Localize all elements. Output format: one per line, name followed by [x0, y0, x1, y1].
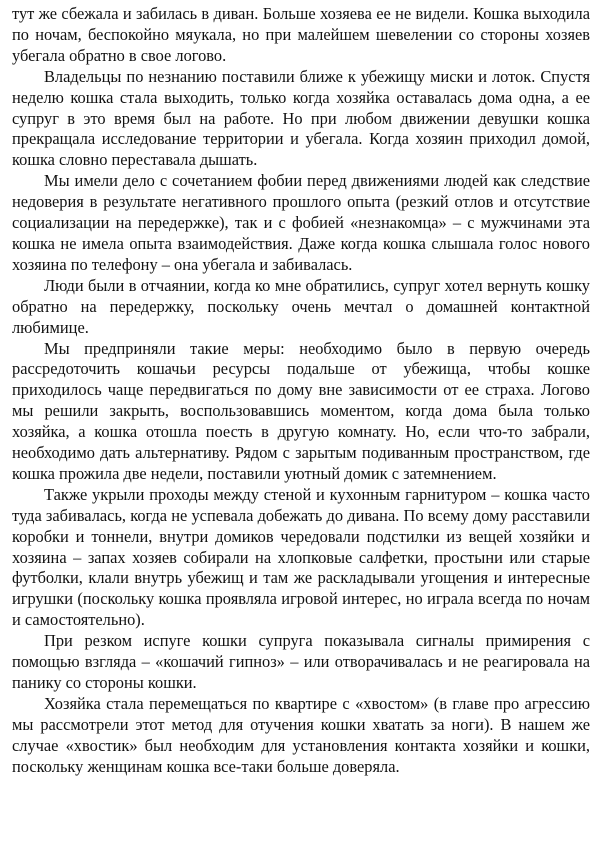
paragraph-7: При резком испуге кошки супруга показывала сигналы примирения с помощью взгляда – «кошачий гипноз» – или отворачивалась и не реагировала на панику со стороны кошки. [12, 631, 590, 692]
paragraph-8: Хозяйка стала перемещаться по квартире с «хвостом» (в главе про агрессию мы рассмотрели этот метод для отучения кошки хватать за ноги). В нашем же случае «хвостик» был необходим для установления контакта хозяйки и кошки, поскольку женщинам кошка все-таки больше доверяла. [12, 693, 590, 776]
paragraph-5: Мы предприняли такие меры: необходимо было в первую очередь рассредоточить кошачьи ресурсы подальше от убежища, чтобы кошке приходилось чаще передвигаться по дому вне зависимости от ее страха. Логово мы решили закрыть, воспользовавшись моментом, когда дома была только хозяйка, а кошка отошла поесть в другую комнату. Но, если что-то забрали, необходимо дать альтернативу. Рядом с зарытым подиванным пространством, где кошка прожила две недели, поставили уютный домик с затемнением. [12, 338, 590, 483]
paragraph-3: Мы имели дело с сочетанием фобии перед движениями людей как следствие недоверия в результате негативного прошлого опыта (резкий отлов и отсутствие социализации на передержке), так и с фобией «незнакомца» – с мужчинами эта кошка не имела опыта взаимодействия. Даже когда кошка слышала голос нового хозяина по телефону – она убегала и забивалась. [12, 171, 590, 274]
document-page [12, 4, 590, 778]
paragraph-1: тут же сбежала и забилась в диван. Больше хозяева ее не видели. Кошка выходила по ночам, беспокойно мяукала, но при малейшем шевелении со стороны хозяев убегала обратно в свое логово. [12, 4, 590, 65]
paragraph-4: Люди были в отчаянии, когда ко мне обратились, супруг хотел вернуть кошку обратно на передержку, поскольку очень мечтал о домашней контактной любимице. [12, 275, 590, 337]
paragraph-6: Также укрыли проходы между стеной и кухонным гарнитуром – кошка часто туда забивалась, когда не успевала добежать до дивана. По всему дому расставили коробки и тоннели, внутри домиков чередовали подстилки из вещей хозяйки и хозяина – запах хозяев собирали на хлопковые салфетки, простыни или старые футболки, клали внутрь убежищ и там же раскладывали угощения и интересные игрушки (поскольку кошка проявляла игровой интерес, но играла всегда по ночам и самостоятельно). [12, 484, 590, 630]
paragraph-2: Владельцы по незнанию поставили ближе к убежищу миски и лоток. Спустя неделю кошка стала выходить, только когда хозяйка оставалась дома одна, а ее супруг в это время был на работе. Но при любом движении девушки кошка прекращала исследование территории и убегала. Когда хозяин приходил домой, кошка словно переставала дышать. [12, 66, 590, 170]
